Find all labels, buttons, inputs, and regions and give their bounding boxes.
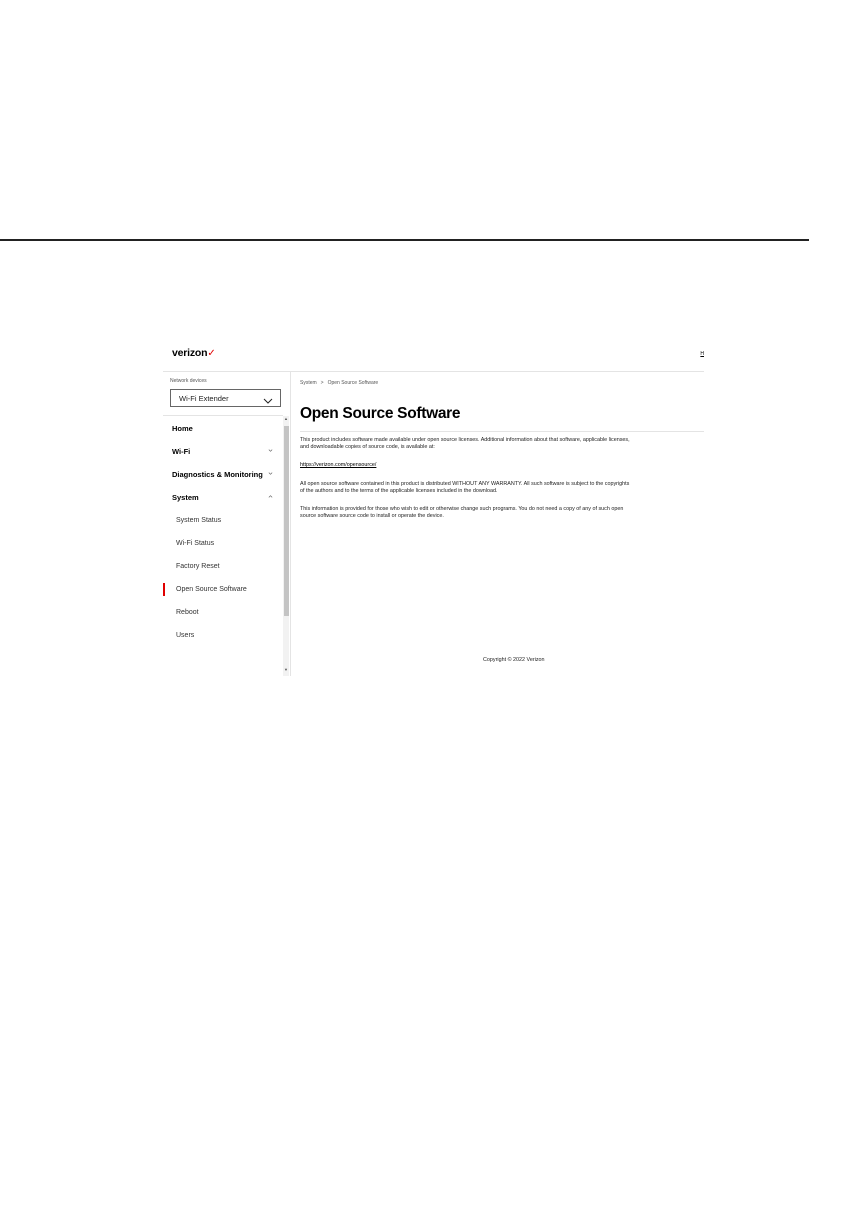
logo-text: verizon (172, 347, 208, 359)
chevron-down-icon (268, 471, 273, 478)
app-window (163, 340, 704, 676)
nav-system-status[interactable]: System Status (176, 517, 222, 524)
breadcrumb-system[interactable]: System (300, 380, 317, 386)
nav-diagnostics[interactable]: Diagnostics & Monitoring (172, 470, 263, 479)
chevron-down-icon (268, 448, 273, 455)
breadcrumb (300, 380, 378, 386)
opensource-link[interactable]: https://verizon.com/opensource/ (300, 462, 377, 468)
nav-wifi[interactable]: Wi-Fi (172, 447, 191, 456)
page-divider (0, 239, 809, 241)
verizon-logo[interactable] (172, 347, 216, 359)
network-devices-label: Network devices (170, 378, 207, 384)
sidebar-scrollbar[interactable] (283, 416, 289, 676)
nav-divider (163, 415, 283, 416)
chevron-up-icon (268, 494, 273, 501)
intro-paragraph: This product includes software made available under open source licenses. Additional information about that software, applicable licenses, and downloadable copies of source code, is available at: (300, 437, 630, 451)
scroll-thumb[interactable] (284, 426, 289, 616)
title-divider (300, 431, 704, 432)
nav-factory-reset[interactable]: Factory Reset (176, 563, 220, 570)
nav-users[interactable]: Users (176, 632, 195, 639)
copyright-text: Copyright © 2022 Verizon (483, 657, 545, 663)
info-paragraph: This information is provided for those who wish to edit or otherwise change such programs. You do not need a copy of any of such open source software source code to install or operate the device. (300, 506, 624, 520)
top-header (163, 340, 704, 372)
scroll-up-icon[interactable]: ▲ (284, 416, 288, 421)
chevron-down-icon (263, 393, 273, 411)
nav-reboot[interactable]: Reboot (176, 609, 199, 616)
breadcrumb-current: Open Source Software (327, 380, 379, 386)
nav-open-source-software[interactable]: Open Source Software (176, 586, 247, 593)
logo-check-icon: ✓ (207, 348, 216, 359)
breadcrumb-separator: > (320, 380, 324, 386)
warranty-paragraph: All open source software contained in this product is distributed WITHOUT ANY WARRANTY. All such software is subject to the copyrights of the authors and to the terms of the applicable licenses included in the download. (300, 481, 630, 495)
page-title: Open Source Software (300, 405, 461, 422)
header-link[interactable]: H (700, 351, 704, 357)
device-select[interactable] (170, 389, 281, 407)
nav-wifi-status[interactable]: Wi-Fi Status (176, 540, 215, 547)
nav-home[interactable]: Home (172, 424, 193, 433)
sidebar (163, 372, 291, 676)
scroll-down-icon[interactable]: ▼ (284, 667, 288, 672)
device-select-value: Wi-Fi Extender (179, 394, 229, 403)
main-content (300, 372, 704, 676)
active-indicator (163, 583, 165, 596)
nav-system[interactable]: System (172, 493, 199, 502)
